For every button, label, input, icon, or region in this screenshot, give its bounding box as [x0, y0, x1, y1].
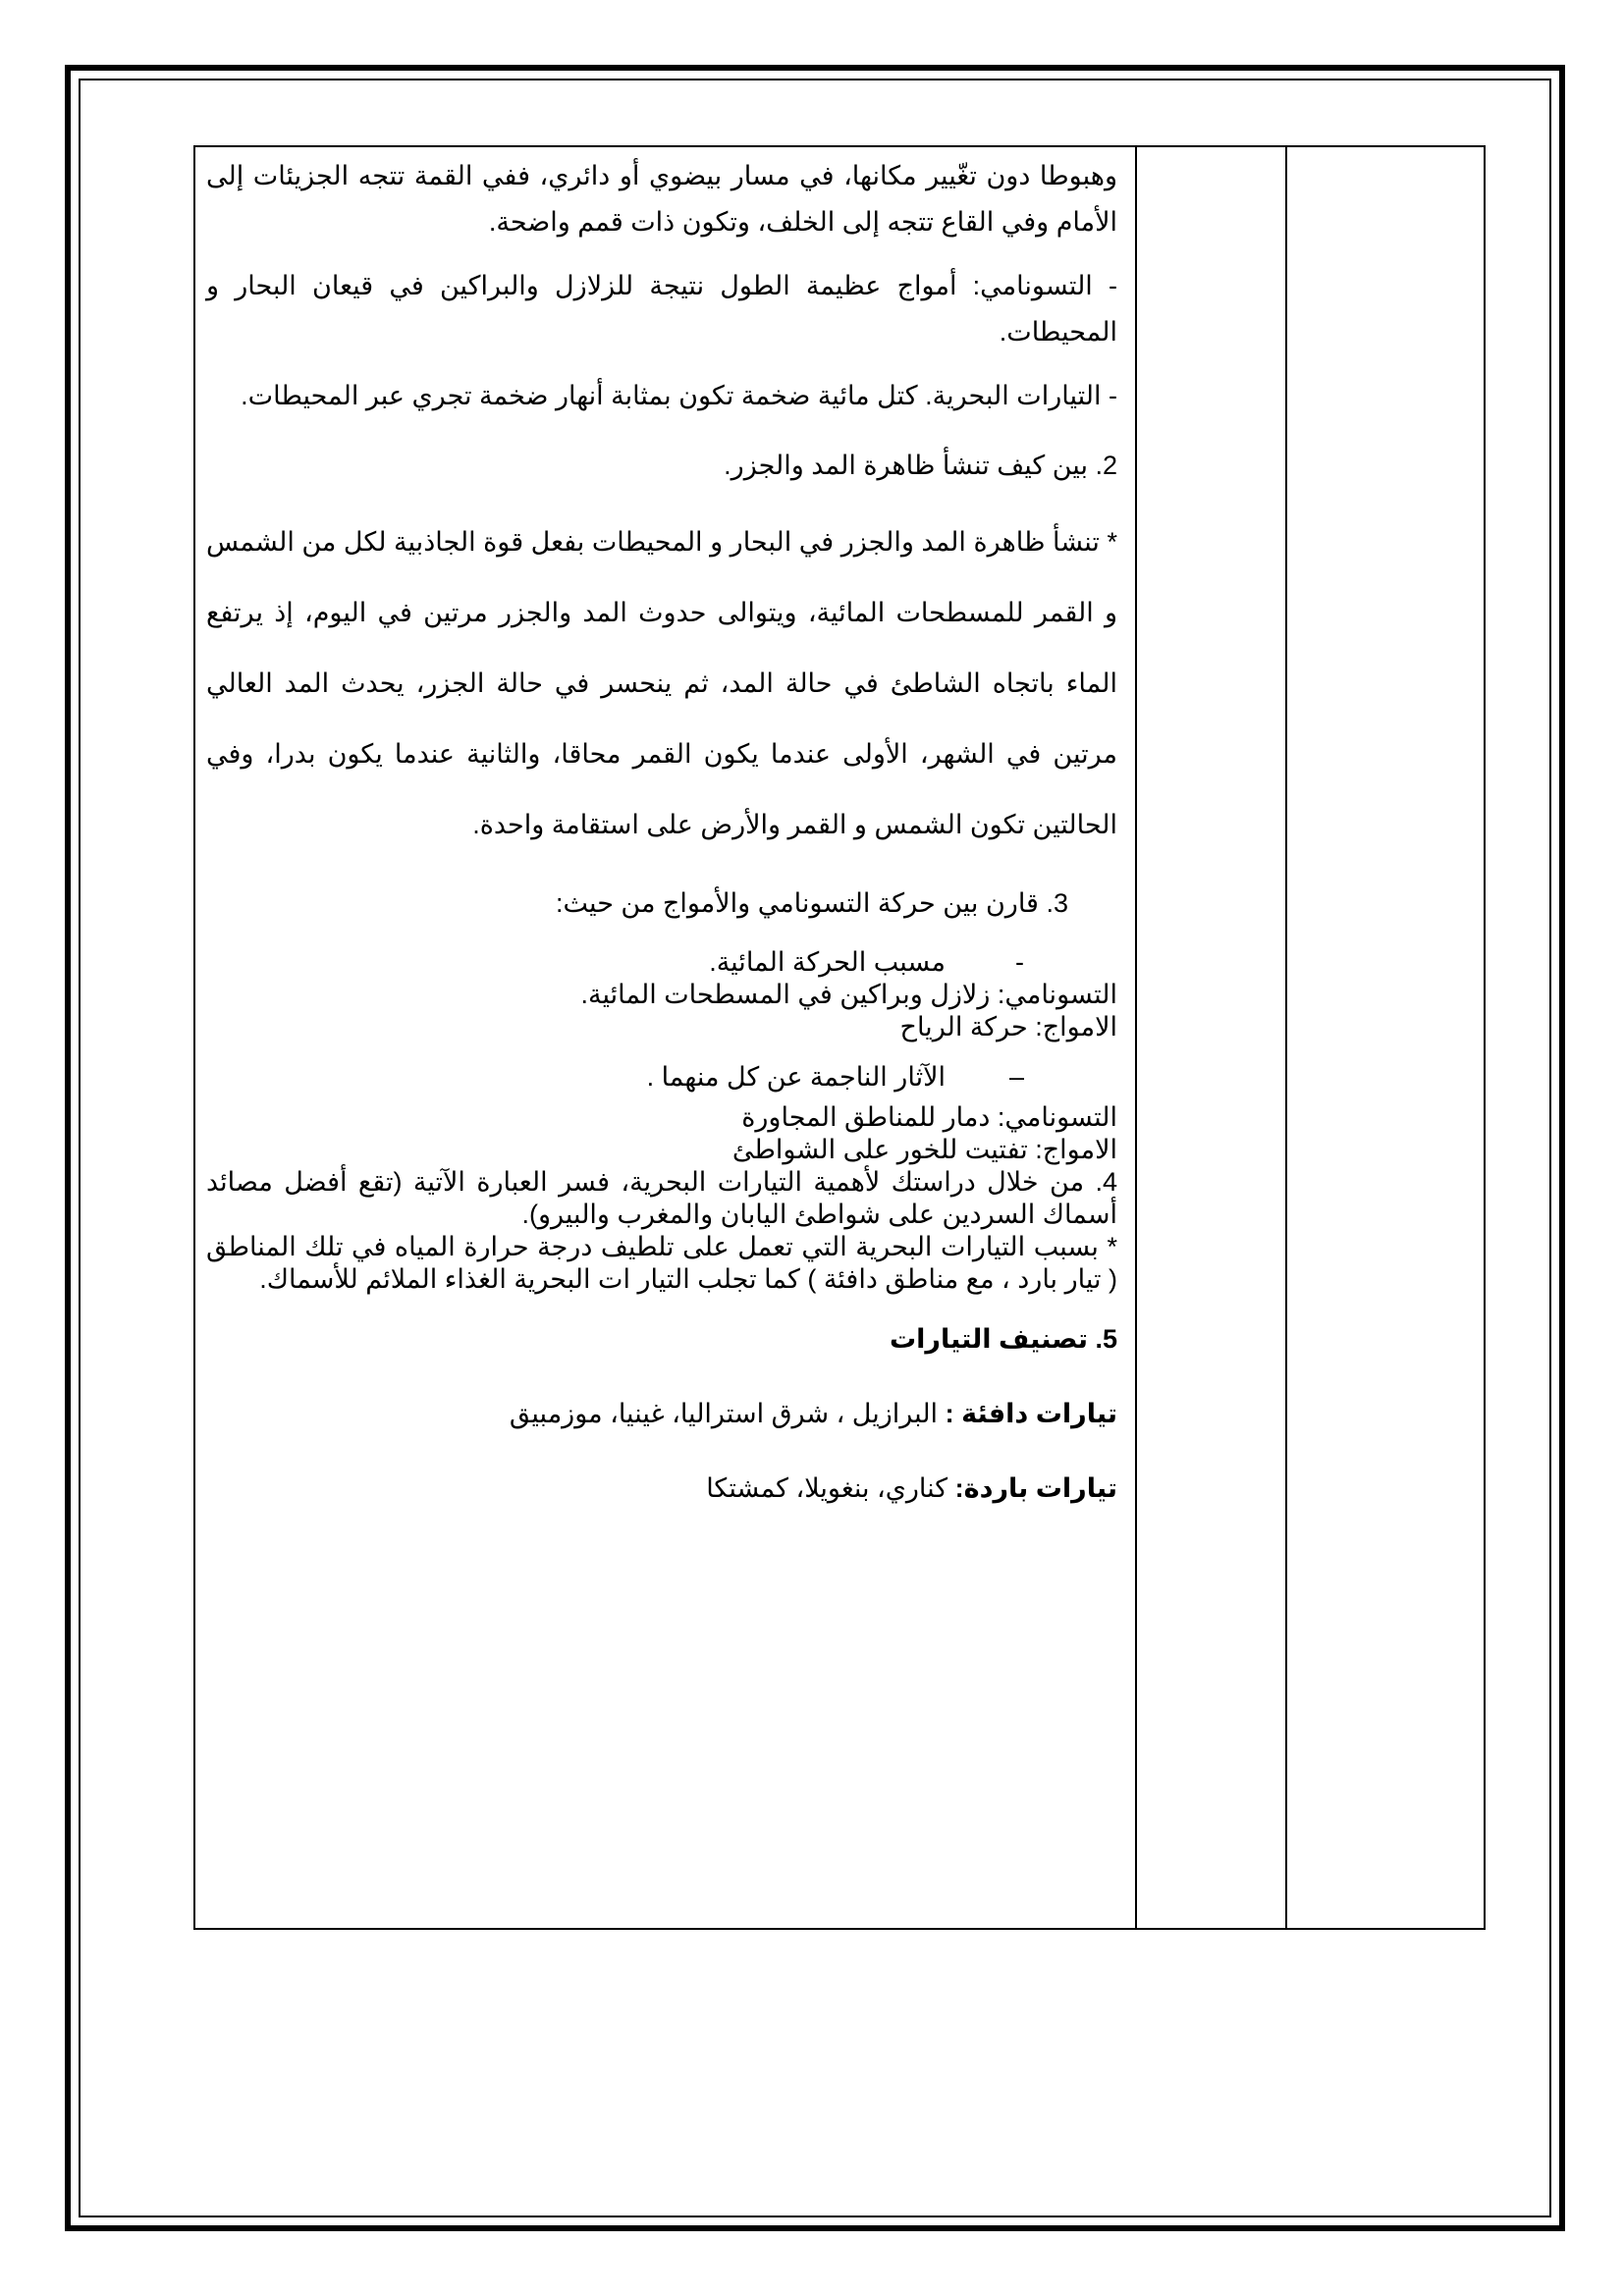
waves-cause: الامواج: حركة الرياح	[899, 1012, 1117, 1041]
cold-currents-label: تيارات باردة:	[954, 1473, 1117, 1503]
tsunami-cause: التسونامي: زلازل وبراكين في المسطحات المائية.	[580, 980, 1117, 1009]
answer-2: * تنشأ ظاهرة المد والجزر في البحار و المحيطات بفعل قوة الجاذبية لكل من الشمس و القمر للمسطحات المائية، ويتوالى حدوث المد والجزر مرتين في اليوم، إذ يرتفع الماء باتجاه الشاطئ في حالة المد، ثم ينحسر في حالة الجزر، يحدث المد العالي مرتين في الشهر، الأولى عندما يكون القمر محاقا، والثانية عندما يكون بدرا، وفي الحالتين تكون الشمس و القمر والأرض على استقامة واحدة.	[206, 527, 1117, 839]
cold-currents-line	[206, 1468, 1117, 1508]
question-2: 2. بين كيف تنشأ ظاهرة المد والجزر.	[724, 451, 1117, 480]
column-divider-2	[1285, 147, 1287, 1928]
content-column	[206, 153, 1117, 1508]
warm-currents-line	[206, 1394, 1117, 1433]
column-divider-1	[1135, 147, 1137, 1928]
dash-marker: –	[1008, 1062, 1024, 1092]
answer-4: * بسبب التيارات البحرية التي تعمل على تلطيف درجة حرارة المياه في تلك المناطق ( تيار بارد ، مع مناطق دافئة ) كما تجلب التيار ات البحرية الغذاء الملائم للأسماك.	[206, 1232, 1117, 1294]
waves-effect: الامواج: تفتيت للخور على الشواطئ	[731, 1135, 1117, 1164]
paragraph-currents-definition: - التيارات البحرية. كتل مائية ضخمة تكون بمثابة أنهار ضخمة تجري عبر المحيطات.	[241, 381, 1117, 410]
question-4: 4. من خلال دراستك لأهمية التيارات البحرية، فسر العبارة الآتية (تقع أفضل مصائد أسماك السردين على شواطئ اليابان والمغرب والبيرو).	[206, 1167, 1117, 1229]
question-5: 5. تصنيف التيارات	[890, 1324, 1117, 1354]
question-3-item-2-text: الآثار الناجمة عن كل منهما .	[646, 1062, 946, 1092]
cold-currents-values: كناري، بنغويلا، كمشتكا	[706, 1473, 948, 1503]
paragraph-tsunami-definition: - التسونامي: أمواج عظيمة الطول نتيجة للزلازل والبراكين في قيعان البحار و المحيطات.	[206, 271, 1117, 347]
paragraph-waves-continued: وهبوطا دون تغّيير مكانها، في مسار بيضوي أو دائري، ففي القمة تتجه الجزيئات إلى الأمام وفي القاع تتجه إلى الخلف، وتكون ذات قمم واضحة.	[206, 161, 1117, 237]
question-3-item-1	[206, 946, 1117, 979]
tsunami-effect: التسونامي: دمار للمناطق المجاورة	[741, 1102, 1117, 1132]
warm-currents-values: البرازيل ، شرق استراليا، غينيا، موزمبيق	[509, 1399, 939, 1428]
warm-currents-label: تيارات دافئة :	[945, 1399, 1117, 1428]
question-3: 3. قارن بين حركة التسونامي والأمواج من حيث:	[556, 888, 1068, 918]
dash-marker: -	[1015, 947, 1024, 977]
question-3-item-1-text: مسبب الحركة المائية.	[709, 947, 946, 977]
question-3-item-2	[206, 1061, 1117, 1094]
